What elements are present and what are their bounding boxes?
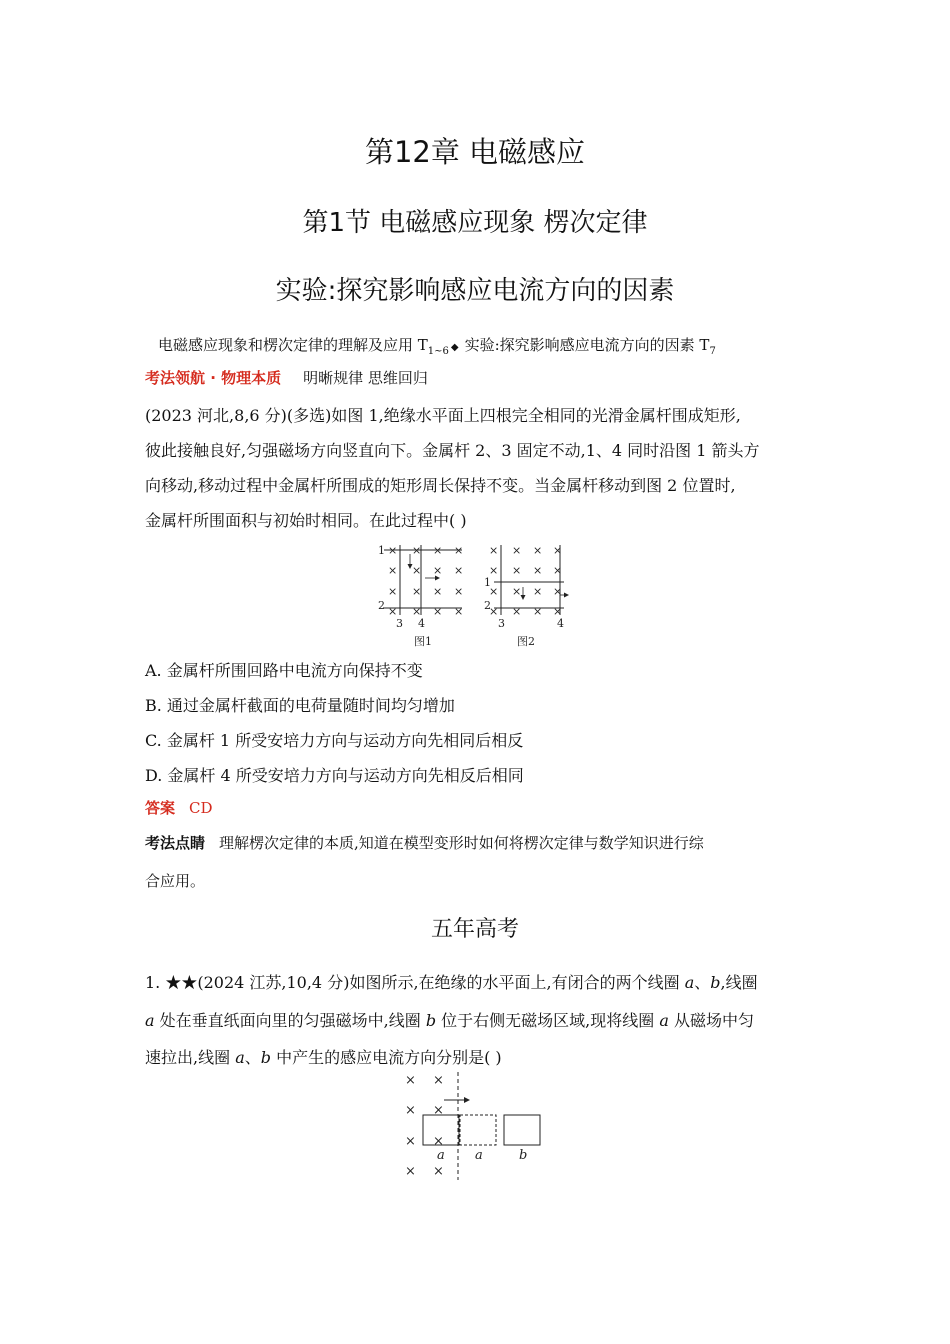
svg-text:×: × (553, 605, 563, 618)
q1-var-a-2: a (145, 1011, 155, 1030)
keypoint-line-1 (145, 832, 704, 853)
chapter-title: 第12章 电磁感应 (364, 135, 586, 169)
q1-var-b-3: b (260, 1048, 271, 1067)
topic-2: 实验:探究影响感应电流方向的因素 T (464, 336, 710, 354)
keypoint-text-1: 理解楞次定律的本质,知道在模型变形时如何将楞次定律与数学知识进行综 (219, 834, 704, 852)
tagline (145, 367, 428, 388)
answer-label: 答案 (145, 799, 176, 817)
svg-text:×: × (405, 1103, 416, 1118)
svg-text:×: × (512, 605, 522, 618)
svg-text:×: × (433, 564, 443, 577)
coil-b (504, 1115, 540, 1145)
svg-text:×: × (412, 605, 422, 618)
topic-1: 电磁感应现象和楞次定律的理解及应用 T (158, 336, 428, 354)
problem-line-2: 彼此接触良好,匀强磁场方向竖直向下。金属杆 2、3 固定不动,1、4 同时沿图 1 箭头方 (145, 441, 760, 460)
fig1-label-1: 1 (378, 544, 385, 557)
q1-text-2b: 位于右侧无磁场区域,现将线圈 (436, 1011, 660, 1030)
rod-figure (374, 543, 574, 651)
svg-text:×: × (533, 585, 543, 598)
coil-b-label: b (519, 1148, 528, 1163)
svg-text:×: × (388, 605, 398, 618)
q1-var-a-4: a (235, 1048, 245, 1067)
svg-text:×: × (388, 544, 398, 557)
q1-sep-2: 、 (244, 1048, 261, 1067)
svg-text:×: × (412, 564, 422, 577)
svg-text:×: × (433, 1164, 444, 1179)
fig2-crosses (489, 544, 562, 618)
svg-text:×: × (405, 1073, 416, 1088)
coil-crosses (405, 1073, 444, 1179)
fig1-label-4: 4 (418, 617, 425, 630)
option-d: D. 金属杆 4 所受安培力方向与运动方向先相反后相同 (145, 766, 524, 785)
fig1-crosses (388, 544, 463, 618)
option-c: C. 金属杆 1 所受安培力方向与运动方向先相同后相反 (145, 731, 524, 750)
svg-text:×: × (454, 564, 464, 577)
answer-value: CD (189, 799, 213, 817)
fig1-label-3: 3 (396, 617, 403, 630)
fig1-caption: 图1 (414, 635, 432, 648)
q1-text-3a: 速拉出,线圈 (145, 1048, 236, 1067)
topic-2-range: 7 (709, 346, 716, 357)
svg-text:×: × (433, 544, 443, 557)
q1-line-3 (145, 1045, 502, 1068)
svg-text:×: × (454, 544, 464, 557)
coil-a-moved-label: a (475, 1148, 483, 1163)
q1-text-1-end: ,线圈 (720, 973, 758, 992)
option-a: A. 金属杆所围回路中电流方向保持不变 (145, 661, 423, 680)
fig2-label-3: 3 (498, 617, 505, 630)
svg-text:×: × (489, 564, 499, 577)
fig2-label-4: 4 (557, 617, 564, 630)
svg-text:×: × (533, 605, 543, 618)
q1-sep: 、 (694, 973, 711, 992)
fig2-label-2: 2 (484, 599, 491, 612)
fig2-caption: 图2 (517, 635, 535, 648)
q1-var-a-3: a (659, 1011, 669, 1030)
svg-text:×: × (454, 585, 464, 598)
problem-line-4: 金属杆所围面积与初始时相同。在此过程中( ) (145, 511, 467, 530)
q1-text-1: 1. ★★(2024 江苏,10,4 分)如图所示,在绝缘的水平面上,有闭合的两个线圈 (145, 973, 685, 992)
tagline-label: 考法领航 · 物理本质 (145, 369, 282, 387)
svg-text:×: × (405, 1164, 416, 1179)
svg-text:×: × (405, 1134, 416, 1149)
svg-text:×: × (512, 585, 522, 598)
keypoint-line-2 (145, 870, 205, 891)
fig1-label-2: 2 (378, 599, 385, 612)
tagline-note: 明晰规律 思维回归 (303, 369, 428, 387)
q1-text-2c: 从磁场中匀 (668, 1011, 754, 1030)
fig2-label-1: 1 (484, 576, 491, 589)
q1-line-1 (145, 970, 758, 993)
q1-text-2a: 处在垂直纸面向里的匀强磁场中,线圈 (154, 1011, 426, 1030)
q1-var-b: b (710, 973, 721, 992)
experiment-title: 实验:探究影响感应电流方向的因素 (275, 276, 675, 306)
svg-text:×: × (433, 605, 443, 618)
topic-line (158, 334, 716, 357)
q1-line-2 (145, 1008, 754, 1031)
coil-a-label: a (437, 1148, 445, 1163)
svg-text:×: × (433, 1103, 444, 1118)
section-heading: 五年高考 (430, 917, 519, 942)
svg-text:×: × (412, 544, 422, 557)
keypoint-text-2: 合应用。 (145, 872, 206, 890)
svg-text:×: × (512, 544, 522, 557)
svg-text:×: × (489, 605, 499, 618)
svg-text:×: × (412, 585, 422, 598)
svg-text:×: × (533, 544, 543, 557)
svg-text:×: × (388, 564, 398, 577)
coil-figure (398, 1070, 548, 1182)
coil-a-moved (460, 1115, 496, 1145)
svg-text:×: × (512, 564, 522, 577)
diamond-icon: ◆ (450, 342, 459, 353)
svg-text:×: × (489, 544, 499, 557)
q1-var-b-2: b (425, 1011, 437, 1030)
svg-text:×: × (489, 585, 499, 598)
problem-line-3: 向移动,移动过程中金属杆所围成的矩形周长保持不变。当金属杆移动到图 2 位置时, (145, 476, 736, 495)
option-b: B. 通过金属杆截面的电荷量随时间均匀增加 (145, 696, 455, 715)
svg-text:×: × (433, 1073, 444, 1088)
topic-1-range: 1~6 (427, 346, 449, 357)
svg-text:×: × (433, 1134, 444, 1149)
svg-text:×: × (388, 585, 398, 598)
problem-line-1: (2023 河北,8,6 分)(多选)如图 1,绝缘水平面上四根完全相同的光滑金属杆围成矩形, (145, 406, 741, 425)
answer-line (145, 797, 213, 818)
q1-var-a: a (684, 973, 695, 992)
keypoint-label: 考法点睛 (145, 834, 206, 852)
svg-text:×: × (553, 564, 563, 577)
section-title: 第1节 电磁感应现象 楞次定律 (302, 208, 648, 238)
svg-text:×: × (553, 544, 563, 557)
svg-text:×: × (433, 585, 443, 598)
q1-text-3b: 中产生的感应电流方向分别是( ) (271, 1048, 502, 1067)
svg-text:×: × (553, 585, 563, 598)
svg-text:×: × (454, 605, 464, 618)
svg-text:×: × (533, 564, 543, 577)
